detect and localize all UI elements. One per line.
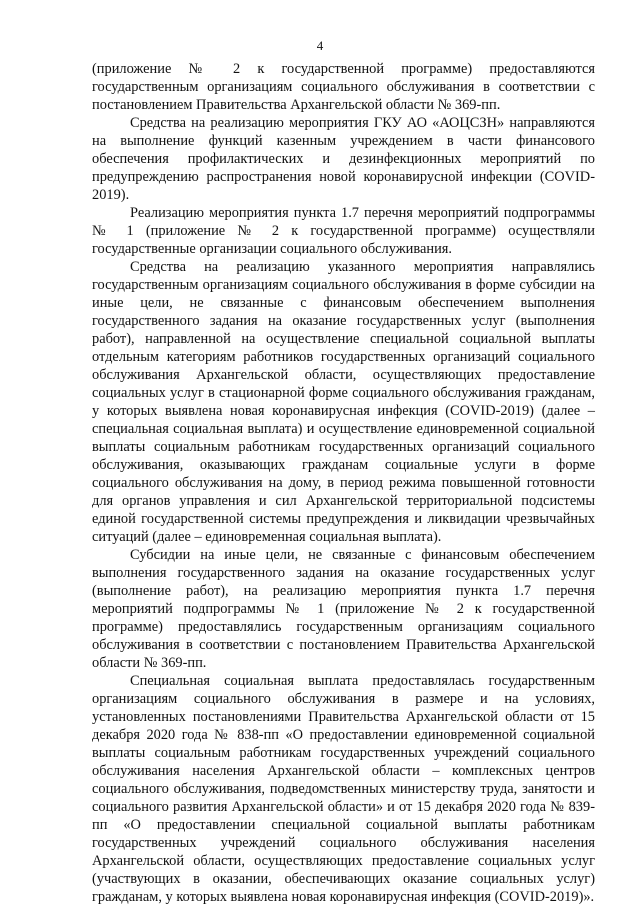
paragraph-subsidy-provision: Субсидии на иные цели, не связанные с финансовым обеспечением выполнения государственного задания на оказание государственных услуг (выполнение работ), на реализацию мероприятия пункта 1.7 перечня мероприятий подпрограммы № 1 (приложение № 2 к государственной программе) предоставлялись государственным организациям социального обслуживания в соответствии с постановлением Правительства Архангельской области № 369-пп.: [92, 547, 595, 671]
paragraph-subsidy-purpose: Средства на реализацию указанного мероприятия направлялись государственным организациям социального обслуживания в форме субсидии на иные цели, не связанные с финансовым обеспечением выполнения государственного задания на оказание государственных услуг (выполнения работ), направленной на осуществление специальной социальной выплаты отдельным категориям работников государственных организаций социального обслуживания Архангельской области, осуществляющих предоставление социальных услуг в стационарной форме социального обслуживания гражданам, у которых выявлена новая коронавирусная инфекция (COVID-2019) (далее – специальная социальная выплата) и осуществление единовременной социальной выплаты социальным работникам государственных организаций социального обслуживания, оказывающих гражданам социальные услуги в форме социального обслуживания на дому, в период режима повышенной готовности для органов управления и сил Архангельской территориальной подсистемы единой государственной системы предупреждения и ликвидации чрезвычайных ситуаций (далее – единовременная социальная выплата).: [92, 259, 595, 545]
paragraph-item-1-7-implementation: Реализацию мероприятия пункта 1.7 перечня мероприятий подпрограммы № 1 (приложение № 2 к государственной программе) осуществляли государственные организации социального обслуживания.: [92, 205, 595, 257]
page-number: 4: [316, 38, 324, 53]
paragraph-continuation: (приложение № 2 к государственной программе) предоставляются государственным организациям социального обслуживания в соответствии с постановлением Правительства Архангельской области № 369-пп.: [92, 61, 595, 113]
document-body: [92, 60, 595, 906]
paragraph-aocszn-funding: Средства на реализацию мероприятия ГКУ АО «АОЦСЗН» направляются на выполнение функций казенным учреждением в части финансового обеспечения профилактических и дезинфекционных мероприятий по предупреждению распространения новой коронавирусной инфекции (COVID-2019).: [92, 115, 595, 203]
paragraph-special-payment: Специальная социальная выплата предоставлялась государственным организациям социального обслуживания в размере и на условиях, установленных постановлениями Правительства Архангельской области от 15 декабря 2020 года № 838-пп «О предоставлении единовременной социальной выплаты социальным работникам государственных учреждений социального обслуживания населения Архангельской области – комплексных центров социального обслуживания, подведомственных министерству труда, занятости и социального развития Архангельской области» и от 15 декабря 2020 года № 839-пп «О предоставлении специальной социальной выплаты работникам государственных учреждений социального обслуживания населения Архангельской области, осуществляющих предоставление социальных услуг (участвующих в оказании, обеспечивающих оказание социальных услуг) гражданам, у которых выявлена новая коронавирусная инфекция (COVID-2019)».: [92, 673, 595, 905]
